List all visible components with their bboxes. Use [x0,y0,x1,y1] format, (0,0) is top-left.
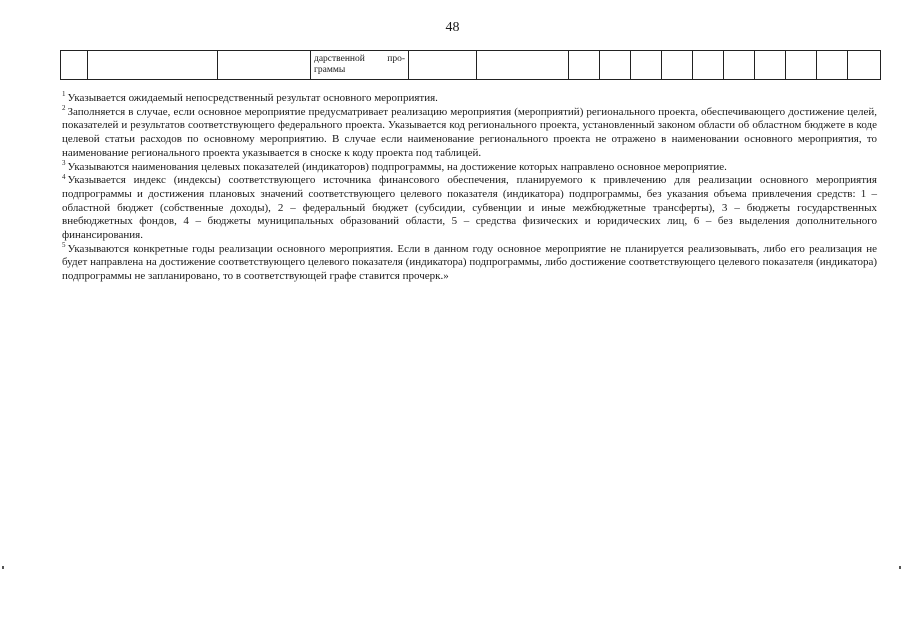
footnote-mark: 3 [62,158,66,167]
table-cell [569,51,600,80]
table-cell [755,51,786,80]
table-cell [218,51,311,80]
footnotes [62,92,877,284]
cell-text-line: граммы [314,65,346,75]
table-cell [600,51,631,80]
table-cell [786,51,817,80]
table-row [61,51,881,80]
table-cell [693,51,724,80]
table-cell [662,51,693,80]
table-cell [817,51,848,80]
table-cell [61,51,88,80]
footnote-text: Заполняется в случае, если основное мероприятие предусматривает реализацию мероприятия (мероприятий) регионального проекта, обеспечивающего достижение целей, показателей и результатов соответствующего федерального проекта. Указывается код регионального проекта, установленный законом области об областном бюджете в коде целевой статьи расходов по основному мероприятию. В случае если наименование регионального проекта не отражено в наименовании основного мероприятия, то наименование регионального проекта указывается в сноске к коду проекта под таблицей. [62,105,877,159]
footnote-1 [62,92,877,106]
footnote-2 [62,106,877,161]
scan-mark-left [2,566,4,569]
table-cell [409,51,477,80]
footnote-text: Указывается индекс (индексы) соответствующего источника финансового обеспечения, планируемого к привлечению для реализации основного мероприятия подпрограммы и достижения плановых значений соответствующего целевого показателя (индикатора) подпрограммы, без указания объема привлечения средств: 1 – областной бюджет (собственные доходы), 2 – федеральный бюджет (субсидии, субвенции и иные межбюджетные трансферты), 3 – бюджеты государственных внебюджетных фондов, 4 – бюджеты муниципальных образований области, 5 – средства физических и юридических лиц, 6 – без выделения дополнительного финансирования. [62,174,877,242]
table-cell-program-name [311,51,409,80]
footnote-text: Указываются конкретные годы реализации основного мероприятия. Если в данном году основное мероприятие не планируется реализовывать, либо его реализация не будет направлена на достижение соответствующего целевого показателя (индикатора) подпрограммы, либо достижение соответствующего целевого показателя (индикатора) подпрограммы не запланировано, то в соответствующей графе ставится прочерк.» [62,242,877,283]
scan-mark-right [899,566,901,569]
footnote-mark: 4 [62,172,66,181]
footnote-text: Указываются наименования целевых показателей (индикаторов) подпрограммы, на достижение которых направлено основное мероприятие. [67,160,727,173]
table-cell [88,51,218,80]
table-cell [724,51,755,80]
footnote-mark: 5 [62,241,66,250]
table-cell [477,51,569,80]
table-cell [848,51,881,80]
footnote-mark: 2 [62,104,66,113]
footnote-mark: 1 [62,90,66,99]
table-fragment [60,50,881,80]
footnote-3 [62,158,877,175]
footnote-4 [62,174,877,243]
footnote-text: Указывается ожидаемый непосредственный результат основного мероприятия. [67,92,438,104]
page-number: 48 [445,20,460,35]
cell-text-line: дарственной про- [314,54,405,64]
table-cell [631,51,662,80]
footnote-5 [62,243,877,284]
